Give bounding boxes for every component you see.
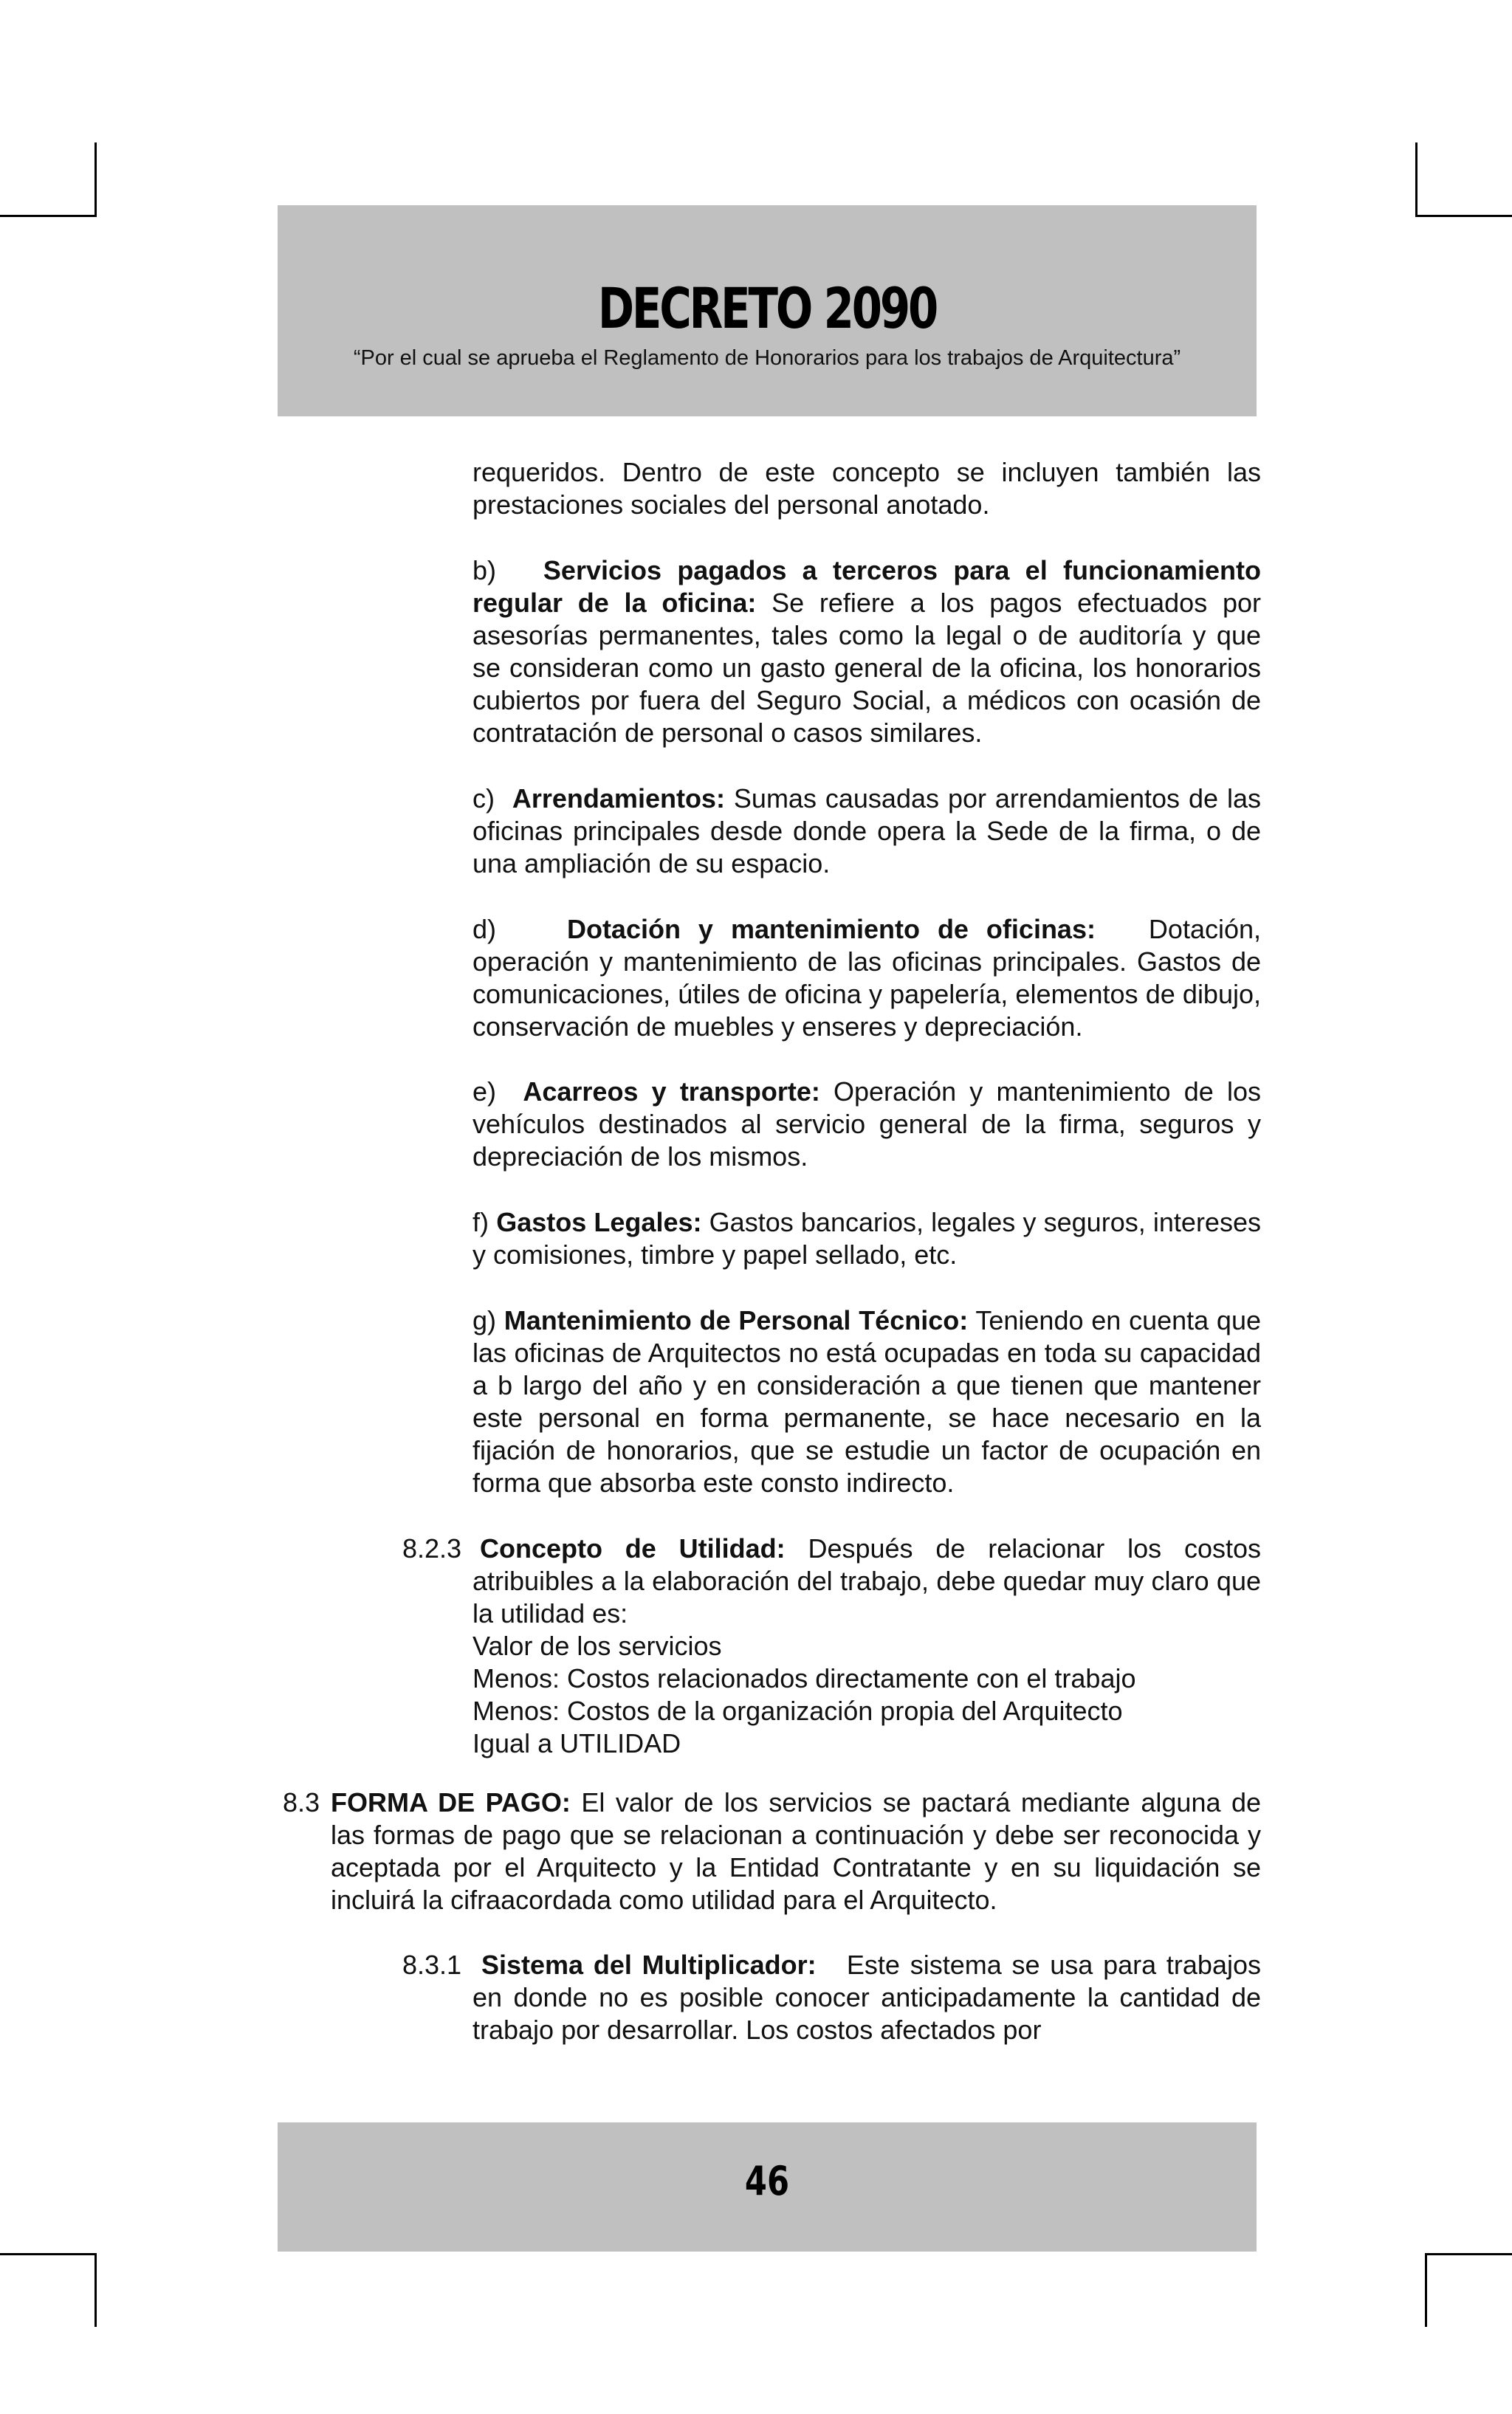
item-b-marker: b) — [472, 555, 497, 585]
document-subtitle: “Por el cual se aprueba el Reglamento de Honorarios para los trabajos de Arquitectura” — [353, 346, 1181, 370]
item-c-marker: c) — [472, 783, 495, 814]
item-c-text: Sumas causadas por arrendamientos de las oficinas principales desde donde opera la Sede de la firma, o de una ampliación de su espacio. — [472, 783, 1261, 878]
utilidad-line-1: Valor de los servicios — [472, 1631, 722, 1661]
item-c — [472, 783, 1261, 880]
section-8-3-paragraph — [331, 1787, 1261, 1916]
page-number: 46 — [744, 2158, 790, 2204]
item-g-marker: g) — [472, 1305, 497, 1335]
crop-mark-top-right-v — [1415, 142, 1418, 216]
section-number-8-3: 8.3 — [283, 1787, 320, 1818]
crop-mark-top-right-h — [1415, 215, 1512, 217]
item-e-label: Acarreos y transporte: — [523, 1076, 820, 1107]
item-d-text: Dotación, operación y mantenimiento de las oficinas principales. Gastos de comunicaciones, útiles de oficina y papelería, elementos de dibujo, conservación de muebles y enseres y depreciación. — [472, 914, 1262, 1042]
header-band — [278, 205, 1257, 416]
item-f-marker: f) — [472, 1207, 489, 1237]
crop-mark-bottom-right-v — [1425, 2253, 1427, 2327]
section-number-8-3-1: 8.3.1 — [402, 1950, 462, 1980]
section-number-8-2-3: 8.2.3 — [402, 1533, 462, 1564]
document-title: DECRETO 2090 — [597, 275, 937, 341]
item-b — [472, 554, 1261, 749]
item-e — [472, 1076, 1261, 1173]
item-b-label: Servicios pagados a terceros para el funcionamiento regular de la oficina: — [472, 555, 1261, 618]
utilidad-line-2: Menos: Costos relacionados directamente con el trabajo — [472, 1663, 1136, 1693]
item-f-text: Gastos bancarios, legales y seguros, intereses y comisiones, timbre y papel sellado, etc. — [472, 1207, 1261, 1270]
item-c-label: Arrendamientos: — [512, 783, 725, 814]
crop-mark-bottom-left-h — [0, 2253, 97, 2255]
section-8-3-1-paragraph — [472, 1949, 1261, 2046]
utilidad-line-3: Menos: Costos de la organización propia del Arquitecto — [472, 1696, 1123, 1726]
section-8-2-3-label: Concepto de Utilidad: — [480, 1533, 786, 1564]
item-f-label: Gastos Legales: — [496, 1207, 702, 1237]
crop-mark-top-left-v — [94, 142, 97, 216]
item-e-marker: e) — [472, 1076, 497, 1107]
item-g — [472, 1304, 1261, 1499]
item-g-label: Mantenimiento de Personal Técnico: — [504, 1305, 969, 1335]
footer-band — [278, 2122, 1257, 2252]
section-8-3-label: FORMA DE PAGO: — [331, 1787, 571, 1818]
crop-mark-bottom-left-v — [94, 2253, 97, 2327]
item-f — [472, 1206, 1261, 1271]
section-8-2-3-text: Después de relacionar los costos atribuibles a la elaboración del trabajo, debe quedar muy claro que la utilidad es: — [472, 1533, 1261, 1629]
item-g-text: Teniendo en cuenta que las oficinas de Arquitectos no está ocupadas en toda su capacidad a b largo del año y en consideración a que tienen que mantener este personal en forma permanente, se hace necesario en la fijación de honorarios, que se estudie un factor de ocupación en forma que absorba este consto indirecto. — [472, 1305, 1261, 1498]
item-b-text: Se refiere a los pagos efectuados por asesorías permanentes, tales como la legal o de auditoría y que se consideran como un gasto general de la oficina, los honorarios cubiertos por fuera del Seguro Social, a médicos con ocasión de contratación de personal o casos similares. — [472, 588, 1261, 748]
item-e-text: Operación y mantenimiento de los vehículos destinados al servicio general de la firma, seguros y depreciación de los mismos. — [472, 1076, 1261, 1172]
crop-mark-top-left-h — [0, 215, 97, 217]
utilidad-line-4: Igual a UTILIDAD — [472, 1728, 681, 1758]
item-d — [472, 913, 1261, 1043]
item-d-marker: d) — [472, 914, 497, 944]
item-d-label: Dotación y mantenimiento de oficinas: — [566, 914, 1096, 944]
utilidad-formula — [472, 1630, 1261, 1760]
section-8-3-1-label: Sistema del Multiplicador: — [481, 1950, 817, 1980]
section-8-2-3-paragraph — [472, 1533, 1261, 1630]
section-8-3-text: El valor de los servicios se pactará mediante alguna de las formas de pago que se relacionan a continuación y debe ser reconocida y aceptada por el Arquitecto y la Entidad Contratante y en su liquidación se incluirá la cifraacordada como utilidad para el Arquitecto. — [331, 1787, 1261, 1915]
intro-paragraph: requeridos. Dentro de este concepto se incluyen también las prestaciones sociales del personal anotado. — [472, 457, 1261, 520]
crop-mark-bottom-right-h — [1425, 2253, 1512, 2255]
section-8-3-1-text: Este sistema se usa para trabajos en donde no es posible conocer anticipadamente la cantidad de trabajo por desarrollar. Los costos afectados por — [472, 1950, 1261, 2045]
